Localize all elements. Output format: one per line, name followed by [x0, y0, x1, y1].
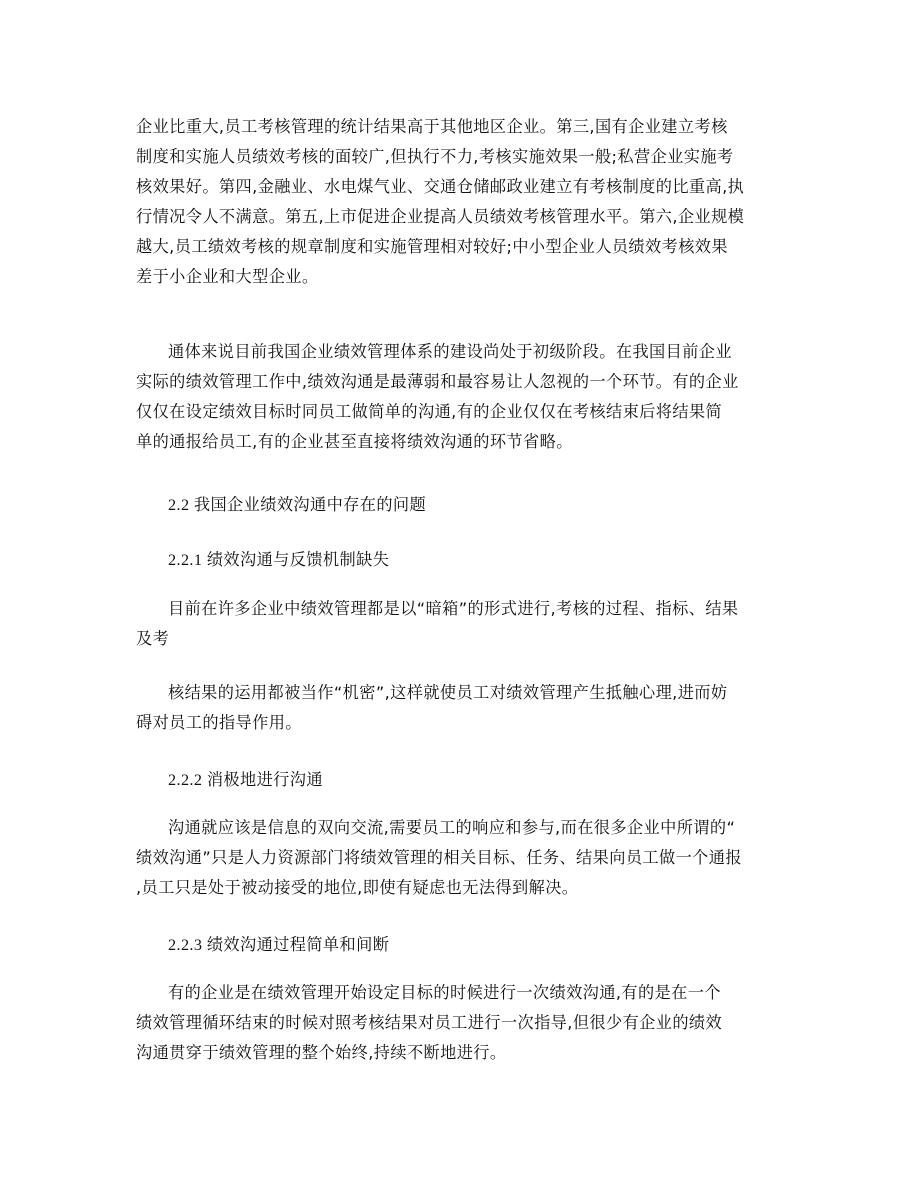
paragraph-5: [136, 813, 742, 903]
paragraph-3-line: 目前在许多企业中绩效管理都是以“暗箱”的形式进行,考核的过程、指标、结果: [168, 599, 739, 618]
paragraph-5-line: 沟通就应该是信息的双向交流,需要员工的响应和参与,而在很多企业中所谓的“: [168, 818, 736, 837]
paragraph-1-line: 企业比重大,员工考核管理的统计结果高于其他地区企业。第三,国有企业建立考核: [136, 117, 728, 136]
section-heading-2-2-1: [136, 545, 389, 575]
paragraph-1-line: 核效果好。第四,金融业、水电煤气业、交通仓储邮政业建立有考核制度的比重高,执: [136, 177, 745, 196]
paragraph-6-line: 沟通贯穿于绩效管理的整个始终,持续不断地进行。: [136, 1043, 507, 1062]
paragraph-3-line: 及考: [136, 629, 170, 648]
paragraph-6: [136, 978, 722, 1068]
section-heading-text: 2.2.3 绩效沟通过程简单和间断: [168, 936, 390, 954]
paragraph-4-line: 碍对员工的指导作用。: [136, 713, 302, 732]
paragraph-5-line: ,员工只是处于被动接受的地位,即使有疑虑也无法得到解决。: [136, 878, 579, 897]
paragraph-6-line: 绩效管理循环结束的时候对照考核结果对员工进行一次指导,但很少有企业的绩效: [136, 1013, 723, 1032]
section-heading-text: 2.2 我国企业绩效沟通中存在的问题: [168, 496, 427, 514]
paragraph-2-line: 仅仅在设定绩效目标时同员工做简单的沟通,有的企业仅仅在考核结束后将结果简: [136, 402, 723, 421]
paragraph-6-line: 有的企业是在绩效管理开始设定目标的时候进行一次绩效沟通,有的是在一个: [168, 983, 721, 1002]
paragraph-2-line: 实际的绩效管理工作中,绩效沟通是最薄弱和最容易让人忽视的一个环节。有的企业: [136, 372, 739, 391]
paragraph-1-line: 制度和实施人员绩效考核的面较广,但执行不力,考核实施效果一般;私营企业实施考: [136, 147, 734, 166]
paragraph-4-line: 核结果的运用都被当作“机密”,这样就使员工对绩效管理产生抵触心理,进而妨: [168, 683, 728, 702]
section-heading-2-2-2: [136, 765, 323, 795]
paragraph-1-line: 行情况令人不满意。第五,上市促进企业提高人员绩效考核管理水平。第六,企业规模: [136, 207, 745, 226]
paragraph-2-line: 单的通报给员工,有的企业甚至直接将绩效沟通的环节省略。: [136, 432, 573, 451]
section-heading-2-2: [136, 490, 426, 520]
paragraph-5-line: 绩效沟通”只是人力资源部门将绩效管理的相关目标、任务、结果向员工做一个通报: [136, 848, 742, 867]
paragraph-3: [136, 594, 739, 654]
paragraph-2: [136, 337, 739, 457]
section-heading-text: 2.2.1 绩效沟通与反馈机制缺失: [168, 551, 390, 569]
paragraph-1-line: 差于小企业和大型企业。: [136, 267, 319, 286]
paragraph-1-line: 越大,员工绩效考核的规章制度和实施管理相对较好;中小型企业人员绩效考核效果: [136, 237, 728, 256]
section-heading-2-2-3: [136, 930, 389, 960]
paragraph-1: [136, 112, 744, 292]
paragraph-2-line: 通体来说目前我国企业绩效管理体系的建设尚处于初级阶段。在我国目前企业: [168, 342, 732, 361]
paragraph-4: [136, 678, 727, 738]
section-heading-text: 2.2.2 消极地进行沟通: [168, 771, 323, 789]
